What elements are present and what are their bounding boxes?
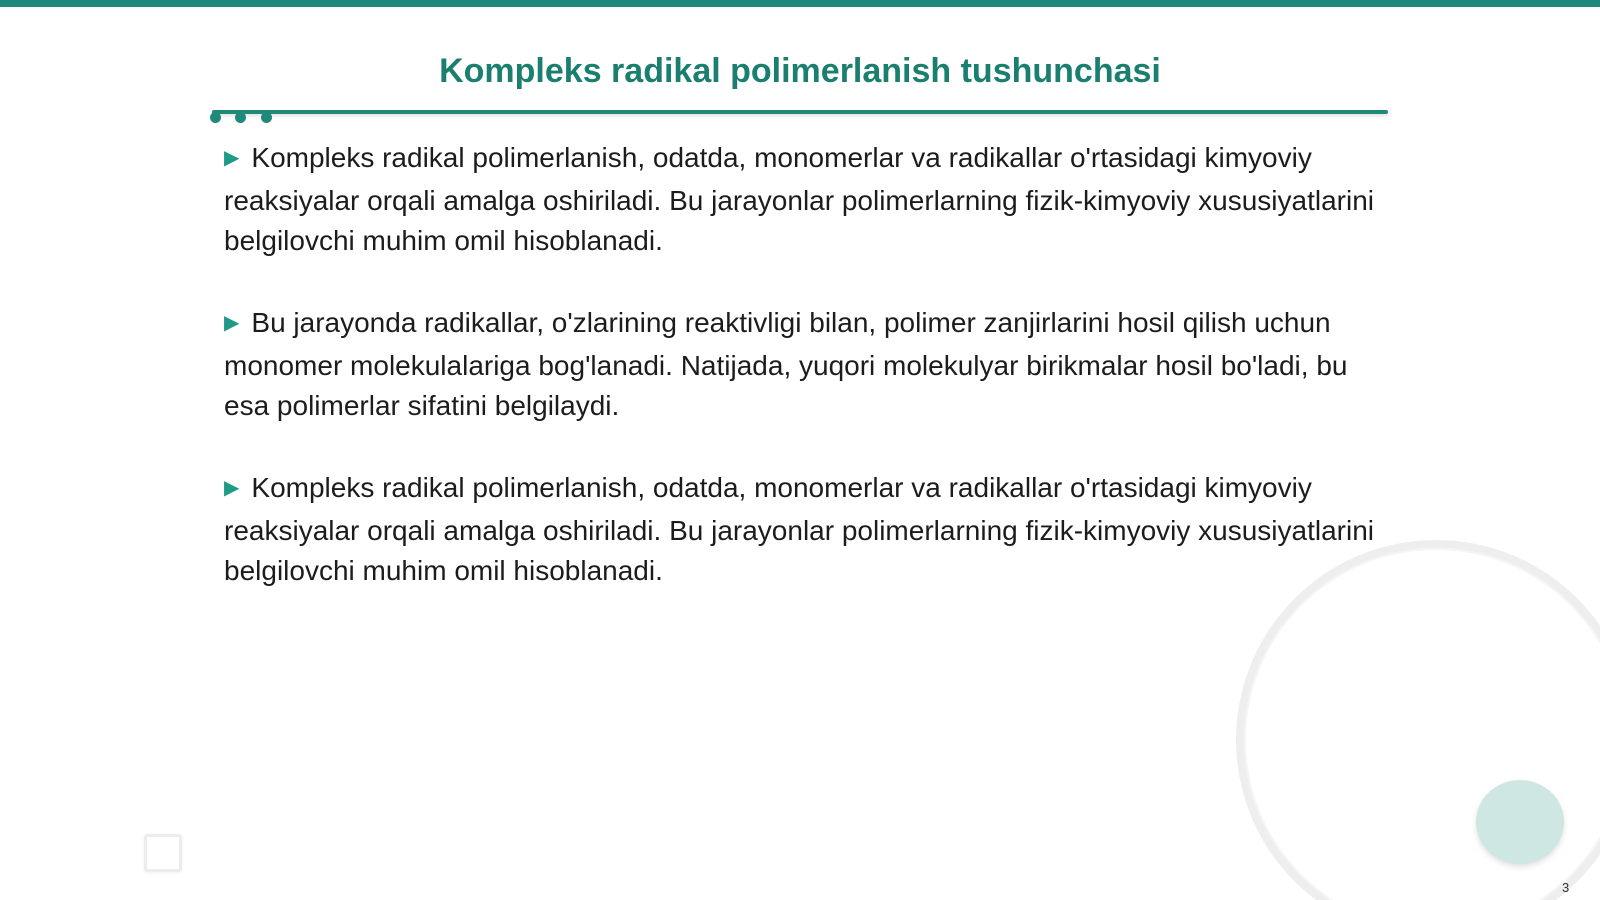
bullet-text: Bu jarayonda radikallar, o'zlarining reaktivligi bilan, polimer zanjirlarini hosil qilish uchun monomer molekulalariga bog'lanadi. Natijada, yuqori molekulyar birikmalar hosil bo'ladi, bu esa polimerlar sifatini belgilaydi.	[224, 307, 1348, 421]
title-underline	[212, 110, 1388, 114]
bullet-item	[224, 468, 1374, 591]
bullet-text: Kompleks radikal polimerlanish, odatda, monomerlar va radikallar o'rtasidagi kimyoviy reaksiyalar orqali amalga oshiriladi. Bu jarayonlar polimerlarning fizik-kimyoviy xususiyatlarini belgilovchi muhim omil hisoblanadi.	[224, 472, 1374, 586]
decor-square	[144, 834, 182, 872]
triangle-bullet-icon: ▶	[224, 312, 240, 334]
bullet-text: Kompleks radikal polimerlanish, odatda, monomerlar va radikallar o'rtasidagi kimyoviy reaksiyalar orqali amalga oshiriladi. Bu jarayonlar polimerlarning fizik-kimyoviy xususiyatlarini belgilovchi muhim omil hisoblanadi.	[224, 142, 1374, 256]
bullet-list	[224, 138, 1374, 633]
bullet-item	[224, 303, 1374, 426]
triangle-bullet-icon: ▶	[224, 477, 240, 499]
page-number: 3	[1562, 880, 1570, 895]
bullet-item	[224, 138, 1374, 261]
triangle-bullet-icon: ▶	[224, 147, 240, 169]
decor-dot	[235, 112, 246, 123]
decor-dot	[210, 112, 221, 123]
decor-circle	[1476, 780, 1564, 864]
decor-dot	[261, 112, 272, 123]
top-accent-bar	[0, 0, 1600, 7]
slide-title: Kompleks radikal polimerlanish tushunchasi	[439, 52, 1161, 90]
